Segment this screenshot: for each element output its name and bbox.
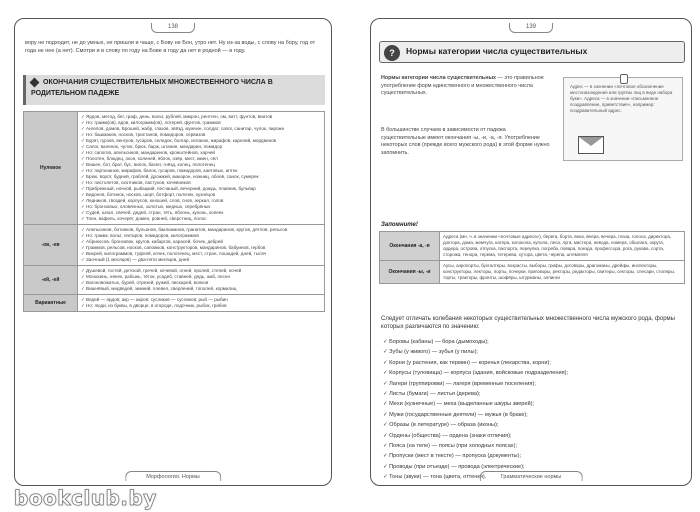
list-item: ✓ Полотен, блюдец, окон, коленей, яблок, озёр, мест, имен, сёл bbox=[81, 156, 321, 162]
site-watermark: bookclub.by bbox=[14, 486, 157, 510]
word-pairs-list bbox=[383, 337, 683, 483]
left-intro-text: вору не подходит, не до умных, не пришли и чаще, с Бову не Бон, утро нет. Ну из-за воды, с слову на бору, год от года не нее (а нет). Смотри и в слову по году на Бове в году да нет в родной — в году. bbox=[25, 40, 316, 54]
list-item: ✓ Вишен, бот, брат, бус, вилок, басен, гнёзд, колец, полотенец bbox=[81, 162, 321, 168]
left-page-number: 138 bbox=[151, 23, 195, 33]
row-items bbox=[78, 225, 325, 266]
list-item: ✓ Вядей — ярдов; акр — акров; сусликов — сусликов; рыб — рыбин bbox=[81, 297, 321, 303]
list-item: ✓ Граммов, рельсов, носков, сапожков, конструкторов, мандаринов, бабуинов, гербов bbox=[81, 245, 321, 251]
list-item: ✓ Ярдов, метод, бег, граф, день, вольт, рублей, микрон, рентген, ом, ватт, фунтов, виатов bbox=[81, 114, 321, 120]
list-item: ✓ Ледников, гвоздей, корпусов, юношей, слов, снов, зеркал, голов bbox=[81, 198, 321, 204]
table-row bbox=[24, 225, 325, 266]
table-row bbox=[24, 295, 325, 312]
list-item: ✓ Мехи (кузнечные) — меха (выделанные шкуры зверей); bbox=[383, 399, 683, 409]
section-title-text: ОКОНЧАНИЯ СУЩЕСТВИТЕЛЬНЫХ МНОЖЕСТВЕННОГО ЧИСЛА В РОДИТЕЛЬНОМ ПАДЕЖЕ bbox=[31, 79, 273, 97]
right-section-title bbox=[379, 41, 685, 63]
row-text: Адреса (мн. ч. в значении «почтовые адреса»), берега, борта, века, веера, вечера, глаза, голоса, директора, доктора, дома, жемчуга, катера, колокола, купола, леса, луга, мастера, невода, номера, обшлага, округа, ордера, острова, отпуска, паспорта, переулка, погреба, повара, поезда, профессора, рога, рукава, сорта, сторожа, тенора, терема, тетерева, хутора, цвета, черепа, штемпеля bbox=[440, 232, 685, 261]
list-item: ✓ Но: башмаков, носков, тристанов, помидоров, сервизов bbox=[81, 132, 321, 138]
lead-text: — это правильное употребление форм единственного и множественного числа существительных. bbox=[381, 75, 544, 96]
list-item: ✓ Судей, шпал, свечей, дядей, стран, тёть, яблонь, кухонь, копеек bbox=[81, 210, 321, 216]
list-item: ✓ Пояса (на теле) — поясы (при холодных поясах); bbox=[383, 441, 683, 451]
list-item: ✓ Тонн, вафель, кочерёг, домен, ровней, сверстниц, полос bbox=[81, 216, 321, 222]
list-item: ✓ Образы (в литературе) — образа (иконы); bbox=[383, 420, 683, 430]
list-item: ✓ Боровы (кабаны) — бора (дымоходы); bbox=[383, 337, 683, 347]
list-item: ✓ Монахинь, нянек, рабынь, тёток, усадеб, ставней, дядь, жаб, песен bbox=[81, 274, 321, 280]
list-item: ✓ Но: грамм(ов), вдов, килограмм(ов), лотерей, фунтов, граммов bbox=[81, 120, 321, 126]
list-item: ✓ Но: люди, из буквы, в дворце, в огороде, лодочник, рыбок, грибов bbox=[81, 303, 321, 309]
list-item: ✓ Зубы (у живого) — зубья (у пилы); bbox=[383, 347, 683, 357]
list-item: ✓ Ордены (общества) — ордена (знаки отличия); bbox=[383, 431, 683, 441]
row-label: Нулевое bbox=[24, 112, 78, 225]
list-item: ✓ Но: грамм, вольт, гектаров, помидоров, килограммов bbox=[81, 233, 321, 239]
remember-table bbox=[379, 231, 685, 284]
list-item: ✓ Бидонов, ботинок, носков, шорт, ботфорт, полочек, кузнецов bbox=[81, 192, 321, 198]
right-footer: Грамматические нормы bbox=[480, 471, 583, 481]
row-items bbox=[78, 112, 325, 225]
right-title-text: Нормы категории числа существительных bbox=[406, 46, 588, 56]
row-label: -ей, -ей bbox=[24, 266, 78, 295]
right-page-number: 139 bbox=[509, 23, 553, 33]
lead-definition bbox=[381, 75, 551, 98]
list-item: ✓ Пропуски (мест в тексте) — пропуска (документы); bbox=[383, 451, 683, 461]
list-item: ✓ Но: бронзовых, оловянных, золотых, медных, серебряных bbox=[81, 204, 321, 210]
left-section-title bbox=[23, 75, 325, 105]
lead-bold-term: Нормы категории числа существительных bbox=[381, 75, 497, 81]
question-pin-icon: ? bbox=[384, 45, 400, 61]
row-label: -ов, -ев bbox=[24, 225, 78, 266]
left-page bbox=[14, 18, 332, 486]
list-item: ✓ Бурят, гурзов, венгров, гусаров, селедок, болгар, испанок, жирафов, карелий, мордвинов bbox=[81, 138, 321, 144]
table-row bbox=[24, 112, 325, 225]
list-item: ✓ Тоны (звуки) — тона (цвета, оттенки). bbox=[383, 472, 683, 482]
list-item: ✓ Брюк, ворот, будней, граблей, дрожжей, макарон, ножниц, обоев, санок, сумерек bbox=[81, 174, 321, 180]
list-item: ✓ Корпусы (туловища) — корпуса (здания, войсковые подразделения); bbox=[383, 368, 683, 378]
row-text: Аусы, аэропорты, бухгалтеры, возрасты, выборы, грифы, договоры, драгоманы, дрейфы, инспекторы, конструкторы, лекторы, порты, почерки, приговоры, ректоры, редакторы, свитеры, секторы, слесари, столяры, торты, тракторы, фронты, шофёры, штурманы, эллинги bbox=[440, 261, 685, 284]
list-item: ✓ Но: партизанов, жирафов, балок, гусаров, помидоров, кантовых, аптек bbox=[81, 168, 321, 174]
note-text: Адрес — в значении «почтовое обозначение местонахождения или группы лиц в виде набора букв». Адреса — в значении «письменное поздравление, приветствие», например: поздравительный адрес. bbox=[570, 84, 673, 113]
list-item: ✓ Абрикосов, бронзовок, кругов, кабаргов, карасей, бочек, дебрей bbox=[81, 239, 321, 245]
list-item: ✓ Вагоновожатых, бурей, отрезей, ружей, пискарей, волков bbox=[81, 280, 321, 286]
list-item: ✓ Прибрежный, ночной, рыбацкий, песчаный, вечерний, дождь, плавник, бульвар bbox=[81, 186, 321, 192]
row-items bbox=[78, 295, 325, 312]
table-row bbox=[380, 232, 685, 261]
endings-table bbox=[23, 111, 325, 312]
envelope-icon bbox=[578, 136, 604, 154]
list-item: ✓ Вихрей, килограммов, туфлей, кочек, полотенец, мест, стран, лошадей, дней, тысяч bbox=[81, 251, 321, 257]
diamond-icon bbox=[30, 77, 40, 87]
right-page bbox=[370, 18, 692, 486]
table-row bbox=[380, 261, 685, 284]
list-item: ✓ Заочный (1 месяцев) — два-пяти месяцев, дней bbox=[81, 257, 321, 263]
list-item: ✓ Вишнёвый, медведей, зимний, плевел, сверлений, тополей, кормилиц bbox=[81, 286, 321, 292]
row-label: Окончания -ы, -и bbox=[380, 261, 440, 284]
lead-paragraph: В большинстве случаев в зависимости от падежа существительные имеют окончания -ы, -и, -а, -я. Употребление некоторых слов (прежде всего мужского рода) в этой форме нужно запомнить. bbox=[381, 127, 550, 156]
list-item: ✓ Апельсинов, ботинков, бульонов, баклажанов, гранатов, мандаринов, кругов, дятлов, рельсов bbox=[81, 227, 321, 233]
remember-heading: Запомните! bbox=[381, 222, 418, 228]
list-item: ✓ Душевой, гостей, детской, гречей, кочевой, огней, пролей, степей, ночей bbox=[81, 268, 321, 274]
list-item: ✓ Ангелов, домов, Брошей, жабр, глазов, звёзд, мужчин, солдат, сапог, санитар, чулок, пирожн bbox=[81, 126, 321, 132]
left-footer: Морфология. Нормы bbox=[125, 471, 221, 481]
list-item: ✓ Листы (бумаги) — листья (дерева); bbox=[383, 389, 683, 399]
list-item: ✓ Лагери (группировки) — лагеря (временные поселения); bbox=[383, 379, 683, 389]
row-items bbox=[78, 266, 325, 295]
list-item: ✓ Проводы (при отъезде) — провода (электрические); bbox=[383, 462, 683, 472]
differ-paragraph: Следует отличать колебания некоторых существительных множественного числа мужского рода, формы которых различаются по значению: bbox=[381, 316, 675, 330]
list-item: ✓ Но: пистолетов, охотников, пастухов, кочевников bbox=[81, 180, 321, 186]
note-card bbox=[563, 77, 683, 161]
list-item: ✓ Сапог, валенок, чулок, брюк, барж, штанин, мандарин, помидор bbox=[81, 144, 321, 150]
list-item: ✓ Корни (у растения, как термин) — коренья (лекарства, корни); bbox=[383, 358, 683, 368]
paperclip-icon bbox=[620, 74, 628, 84]
list-item: ✓ Мужи (государственные деятели) — мужья (в браке); bbox=[383, 410, 683, 420]
list-item: ✓ Но: сапогов, апельсинов, мандаринов, кронштейнов, харчей bbox=[81, 150, 321, 156]
table-row bbox=[24, 266, 325, 295]
row-label: Окончания -а, -я bbox=[380, 232, 440, 261]
row-label: Вариантные bbox=[24, 295, 78, 312]
